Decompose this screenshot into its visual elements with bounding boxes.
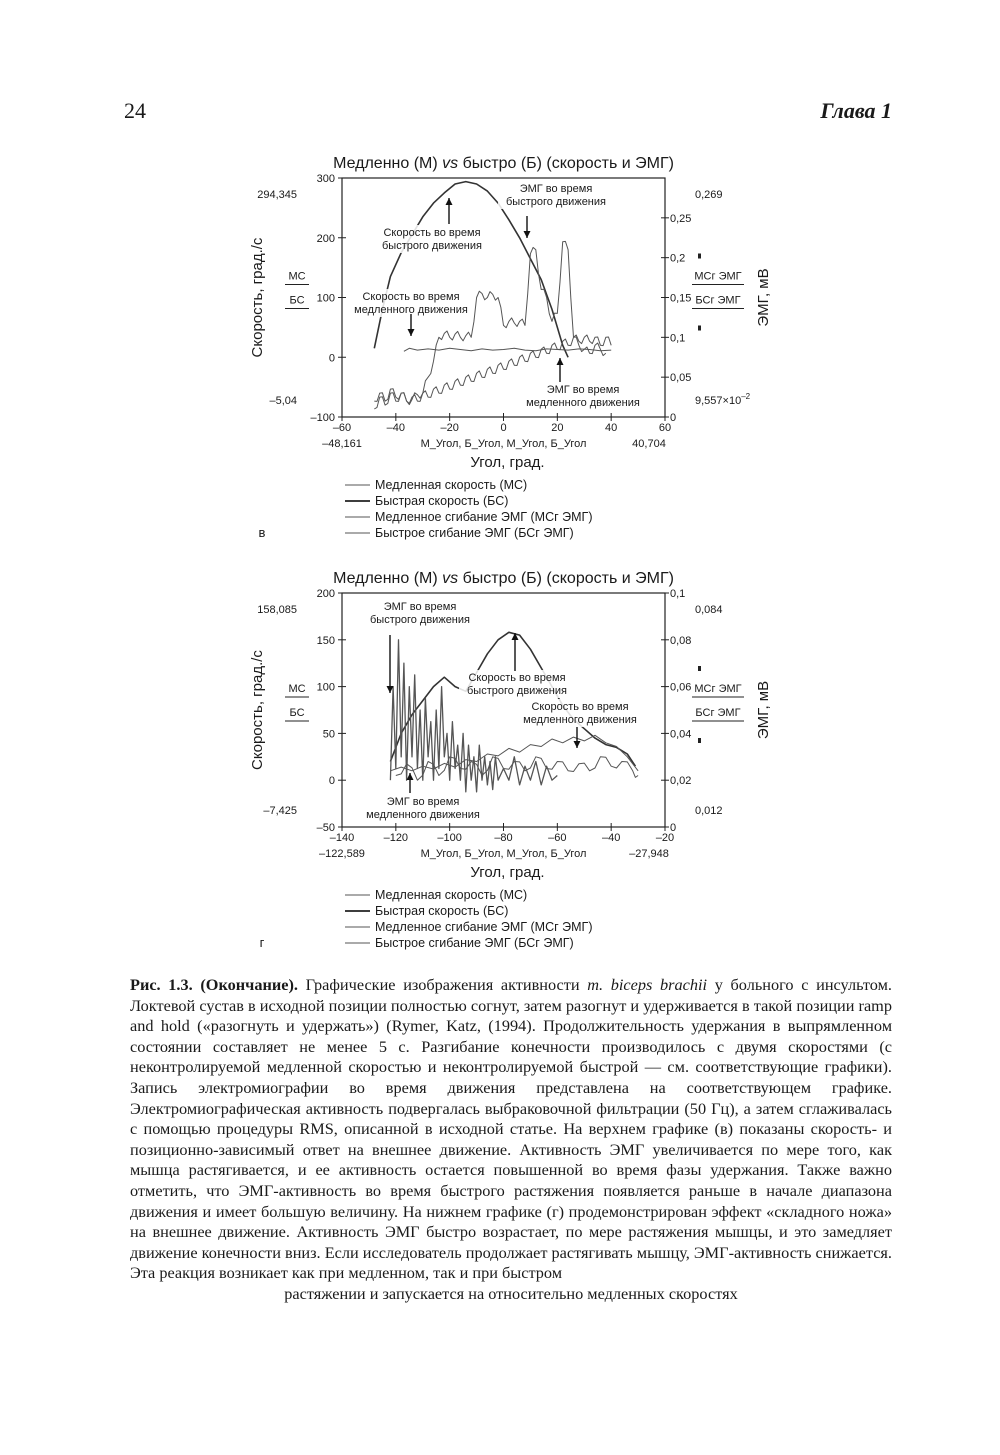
left-tick-label: –100 bbox=[310, 412, 335, 424]
figure-panel-g bbox=[0, 565, 1000, 970]
x-tick-label: –40 bbox=[601, 832, 621, 844]
right-tick-label: 0,15 bbox=[670, 292, 692, 305]
annotation-vel-slow-line: медленного движения bbox=[523, 714, 637, 726]
left-top-value: 158,085 bbox=[257, 604, 297, 616]
caption-last-line: растяжении и запускается на относительно медленных скоростях bbox=[284, 1283, 738, 1303]
annotation-arrow-head bbox=[524, 231, 531, 238]
annotation-emg-fast-line: ЭМГ во время bbox=[383, 601, 457, 613]
annotation-vel-fast-line: Скорость во время bbox=[468, 672, 566, 684]
chapter-title: Глава 1 bbox=[820, 98, 892, 123]
right-tick-label: 0,06 bbox=[670, 681, 692, 694]
annotation-emg-slow-line: ЭМГ во время bbox=[386, 796, 460, 808]
annotation-vel-fast-line: Скорость во время bbox=[383, 227, 481, 239]
legend-entry: Быстрое сгибание ЭМГ (БСг ЭМГ) bbox=[375, 526, 574, 540]
right-bottom-value bbox=[695, 805, 723, 817]
left-top-value: 294,345 bbox=[257, 189, 297, 201]
left-bottom-value: –5,04 bbox=[269, 395, 297, 407]
caption-label: Рис. 1.3. (Окончание). bbox=[130, 975, 298, 994]
panel-letter: г bbox=[259, 935, 265, 950]
x-axis-title: Угол, град. bbox=[470, 454, 545, 471]
annotation-arrow-head bbox=[407, 773, 414, 780]
legend-right-bsg: БСг ЭМГ bbox=[695, 707, 741, 719]
annotation-vel-slow-line: Скорость во время bbox=[362, 291, 460, 303]
legend-entry: Быстрое сгибание ЭМГ (БСг ЭМГ) bbox=[375, 936, 574, 950]
caption-intro: Графические изображения активности bbox=[297, 975, 588, 994]
chart-title-part: Медленно (М) bbox=[333, 570, 443, 587]
chart-title-vs: vs bbox=[442, 155, 459, 172]
left-tick-label: 100 bbox=[316, 681, 335, 694]
left-tick-label: 200 bbox=[316, 588, 335, 600]
annotation-arrow-head bbox=[408, 329, 415, 336]
x-tick-label: 60 bbox=[658, 422, 672, 434]
annotation-emg-slow-line: ЭМГ во время bbox=[546, 384, 620, 396]
left-tick-label: 150 bbox=[316, 634, 335, 647]
chart-title-part: быстро (Б) (скорость и ЭМГ) bbox=[458, 570, 674, 587]
right-tick-label: 0,04 bbox=[670, 728, 692, 741]
x-min-value: –122,589 bbox=[319, 848, 365, 860]
right-bottom-value bbox=[695, 392, 751, 407]
x-axis-title: Угол, град. bbox=[470, 864, 545, 881]
chart-title bbox=[333, 570, 674, 587]
left-tick-label: 300 bbox=[316, 173, 335, 185]
x-min-value: –48,161 bbox=[322, 438, 362, 450]
legend-entry: Медленное сгибание ЭМГ (МСг ЭМГ) bbox=[375, 510, 593, 524]
y-axis-title-right: ЭМГ, мВ bbox=[755, 268, 772, 327]
annotation-vel-fast-line: быстрого движения bbox=[382, 240, 482, 252]
x-tick-label: –20 bbox=[655, 832, 675, 844]
legend-marker bbox=[698, 326, 701, 331]
x-max-value: 40,704 bbox=[632, 438, 666, 450]
left-tick-label: 50 bbox=[322, 728, 335, 741]
right-bottom-mantissa: 0,012 bbox=[695, 805, 723, 817]
legend-marker bbox=[698, 254, 701, 259]
x-tick-label: –40 bbox=[386, 422, 406, 434]
left-tick-label: –50 bbox=[316, 822, 335, 834]
annotation-vel-fast-line: быстрого движения bbox=[467, 685, 567, 697]
right-bottom-mantissa: 9,557×10 bbox=[695, 395, 742, 407]
right-tick-label: 0,1 bbox=[670, 332, 686, 345]
x-tick-label: –20 bbox=[440, 422, 459, 434]
x-variables: М_Угол, Б_Угол, М_Угол, Б_Угол bbox=[420, 848, 587, 860]
annotation-emg-fast-line: быстрого движения bbox=[370, 614, 470, 626]
x-tick-label: –80 bbox=[494, 832, 513, 844]
legend-entry: Быстрая скорость (БС) bbox=[375, 494, 509, 508]
right-tick-label: 0,1 bbox=[670, 588, 686, 600]
annotation-arrow-head bbox=[446, 198, 453, 205]
right-bottom-exponent: –2 bbox=[741, 392, 751, 401]
legend-left-ms: МС bbox=[288, 270, 306, 283]
y-axis-title-right: ЭМГ, мВ bbox=[755, 680, 772, 740]
legend-entry: Медленная скорость (МС) bbox=[375, 888, 528, 902]
legend-entry: Медленное сгибание ЭМГ (МСг ЭМГ) bbox=[375, 920, 593, 934]
x-tick-label: –120 bbox=[383, 832, 409, 844]
left-tick-label: 200 bbox=[316, 232, 335, 245]
left-tick-label: 0 bbox=[328, 775, 335, 788]
legend-left-bs: БС bbox=[289, 707, 305, 719]
annotation-emg-fast-line: ЭМГ во время bbox=[519, 183, 593, 195]
right-top-value: 0,269 bbox=[695, 189, 723, 201]
x-tick-label: –140 bbox=[329, 832, 355, 844]
left-tick-label: 100 bbox=[316, 292, 335, 305]
legend-left-ms: МС bbox=[288, 683, 306, 695]
x-max-value: –27,948 bbox=[629, 848, 669, 860]
legend-right-msg: МСг ЭМГ bbox=[694, 683, 742, 695]
right-tick-label: 0 bbox=[670, 412, 677, 424]
chart-title-part: быстро (Б) (скорость и ЭМГ) bbox=[458, 155, 674, 172]
page-number: 24 bbox=[124, 98, 146, 123]
caption-body: у больного с инсультом. Локтевой сустав в исходной позиции полностью согнут, затем разогнут и удерживается в такой позиции ramp and hold («разогнуть и удержать») (Rymer, Katz, (1994). Продолжительность удержания в выпрямленном состоянии составляет не менее 5 с. Разгибание конечности производилось с двумя скоростями (с неконтролируемой медленной скоростью и неконтролируемой быстрой — см. соответствующие графики). Запись электромиографии во время движения представлена на соответствующем графике. Электромиографическая активность подвергалась выбраковочной фильтрации (50 Гц), а затем сглаживалась с помощью процедуры RMS, описанной в исходной статье. На верхнем графике (в) показаны скорость- и позиционно-зависимый ответ на внешнее движение. Активность ЭМГ увеличивается по мере того, как мышца растягивается, и ее активность остается повышенной во время фазы удержания. Также важно отметить, что ЭМГ-активность во время быстрого растяжения появляется раньше в начале диапазона движения и имеет большую величину. На нижнем графике (г) продемонстрирован эффект «складного ножа» на внешнее движение. Активность ЭМГ быстро возрастает, по мере растяжения мышцы, и это замедляет движение конечности вниз. Если исследователь продолжает растягивать мышцу, ЭМГ-активность снижается. Эта реакция возникает как при медленном, так и при быстром bbox=[130, 975, 892, 1283]
right-tick-label: 0,2 bbox=[670, 252, 686, 265]
annotation-arrow-head bbox=[557, 358, 564, 365]
legend-entry: Медленная скорость (МС) bbox=[375, 478, 528, 492]
legend-marker bbox=[698, 738, 701, 743]
figure-caption bbox=[130, 975, 892, 1305]
annotation-emg-fast-line: быстрого движения bbox=[506, 196, 606, 208]
y-axis-title-left: Скорость, град./с bbox=[249, 650, 266, 770]
chart-title-vs: vs bbox=[442, 570, 459, 587]
figure-panel-v bbox=[0, 150, 1000, 550]
legend-right-msg: МСг ЭМГ bbox=[694, 270, 742, 283]
right-tick-label: 0,02 bbox=[670, 775, 692, 788]
right-tick-label: 0,05 bbox=[670, 372, 692, 385]
series-line bbox=[374, 241, 606, 404]
annotation-emg-slow-line: медленного движения bbox=[526, 397, 640, 409]
x-variables: М_Угол, Б_Угол, М_Угол, Б_Угол bbox=[420, 438, 587, 450]
x-tick-label: 40 bbox=[605, 422, 618, 434]
right-tick-label: 0,25 bbox=[670, 212, 692, 225]
annotation-vel-slow-line: медленного движения bbox=[354, 304, 468, 316]
x-tick-label: 20 bbox=[551, 422, 564, 434]
right-tick-label: 0 bbox=[670, 822, 677, 834]
annotation-emg-slow-line: медленного движения bbox=[366, 809, 480, 821]
legend-entry: Быстрая скорость (БС) bbox=[375, 904, 509, 918]
legend-left-bs: БС bbox=[289, 294, 305, 307]
annotation-vel-slow-line: Скорость во время bbox=[531, 701, 629, 713]
right-top-value: 0,084 bbox=[695, 604, 723, 616]
x-tick-label: –60 bbox=[548, 832, 567, 844]
chart-title-part: Медленно (М) bbox=[333, 155, 443, 172]
right-tick-label: 0,08 bbox=[670, 634, 692, 647]
chart-title bbox=[333, 155, 674, 172]
left-tick-label: 0 bbox=[328, 352, 335, 365]
legend-right-bsg: БСг ЭМГ bbox=[695, 294, 741, 307]
annotation-arrow-head bbox=[574, 741, 581, 748]
panel-letter: в bbox=[258, 525, 266, 540]
legend-marker bbox=[698, 666, 701, 671]
x-tick-label: 0 bbox=[500, 422, 507, 434]
x-tick-label: –100 bbox=[437, 832, 462, 844]
y-axis-title-left: Скорость, град./с bbox=[249, 237, 266, 358]
left-bottom-value: –7,425 bbox=[263, 805, 297, 817]
x-tick-label: –60 bbox=[332, 422, 352, 434]
caption-muscle: m. biceps brachii bbox=[587, 975, 708, 994]
